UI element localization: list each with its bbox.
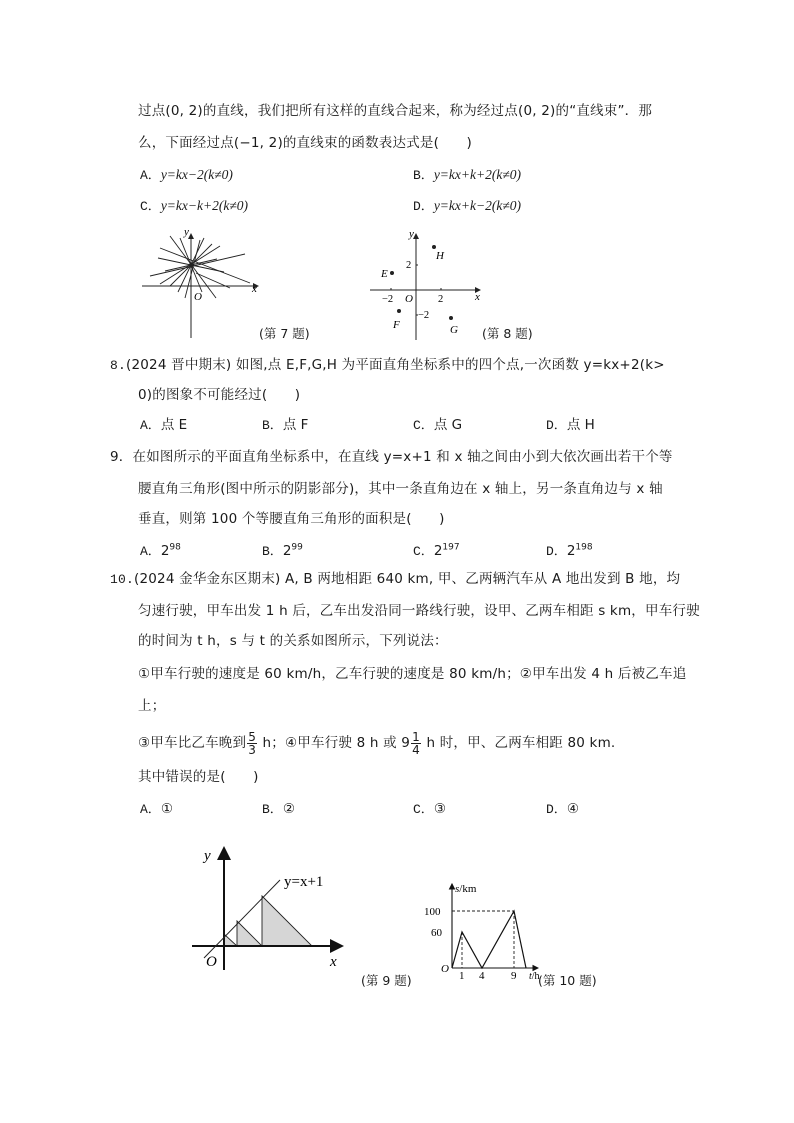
option-label: B． <box>262 544 283 559</box>
option-label: B． <box>262 802 283 817</box>
option-text: ④ <box>566 801 579 817</box>
option-label: C． <box>413 544 434 559</box>
q8-stem-text: (2024 晋中期末) 如图,点 E,F,G,H 为平面直角坐标系中的四个点,一次函数 y=kx+2(k> <box>126 357 665 373</box>
question-number: 8. <box>110 358 127 373</box>
q7-option-d[interactable] <box>413 197 521 216</box>
q10-stem-line1 <box>110 570 680 589</box>
q7-option-a[interactable] <box>140 166 233 185</box>
q8-stem-line2: 0)的图象不可能经过( ) <box>138 387 301 403</box>
option-exponent: 98 <box>169 542 181 553</box>
q8-stem-line1 <box>110 356 665 375</box>
x-axis-label: t/h <box>529 971 540 982</box>
label-e: E <box>381 268 388 280</box>
option-label: D． <box>413 199 434 214</box>
y-axis-label: y <box>204 848 211 864</box>
q9-option-a[interactable] <box>140 542 181 561</box>
q9-stem-line1: 9．在如图所示的平面直角坐标系中，在直线 y=x+1 和 x 轴之间由小到大依次画出若干个等 <box>110 449 673 465</box>
x-axis-label: x <box>475 291 480 303</box>
q7-option-c[interactable] <box>140 197 248 216</box>
fraction-denominator: 4 <box>412 742 420 757</box>
label-g: G <box>450 324 458 336</box>
q8-figure-points <box>368 228 483 340</box>
option-label: A． <box>140 168 161 183</box>
option-text: y=kx−k+2(k≠0) <box>160 198 249 213</box>
y-tick-60: 60 <box>431 927 442 939</box>
q7-option-b[interactable] <box>413 166 521 185</box>
x-axis-label: x <box>330 954 337 970</box>
option-label: D． <box>546 802 567 817</box>
origin-label: O <box>206 954 217 970</box>
option-label: B． <box>262 418 283 433</box>
option-label: B． <box>413 168 434 183</box>
q10-question: 其中错误的是( ) <box>138 769 259 785</box>
tick-x-pos: 2 <box>438 294 444 305</box>
q9-figure-caption: (第 9 题) <box>361 973 412 988</box>
q9-option-b[interactable] <box>262 542 303 561</box>
point-f <box>397 309 401 313</box>
option-text: ② <box>282 801 295 817</box>
point-g <box>449 316 453 320</box>
fraction-5-3 <box>247 731 257 756</box>
line-label: y=x+1 <box>284 874 324 890</box>
q10-option-c[interactable] <box>413 800 446 819</box>
fraction-1-4 <box>411 731 421 756</box>
option-label: A． <box>140 802 161 817</box>
q8-figure-caption: (第 8 题) <box>482 326 533 341</box>
statement-4-text-end: h 时，甲、乙两车相距 80 km. <box>421 735 616 751</box>
q9-stem-line2: 腰直角三角形(图中所示的阴影部分)，其中一条直角边在 x 轴上，另一条直角边与 x 轴 <box>138 481 663 497</box>
y-axis-label: s/km <box>455 883 477 895</box>
question-number: 10. <box>110 572 135 587</box>
fraction-numerator: 1 <box>412 729 420 744</box>
q10-stem-line2: 匀速行驶，甲车出发 1 h 后，乙车出发沿同一路线行驶，设甲、乙两车相距 s km，甲车行驶 <box>138 603 700 619</box>
option-label: D． <box>546 544 567 559</box>
origin-label: O <box>441 963 449 975</box>
label-h: H <box>436 250 444 262</box>
y-axis-label: y <box>409 228 414 240</box>
q10-option-b[interactable] <box>262 800 295 819</box>
q7-stem-line2: 么，下面经过点(−1, 2)的直线束的函数表达式是( ) <box>138 135 472 151</box>
q9-option-c[interactable] <box>413 542 460 561</box>
label-f: F <box>393 319 400 331</box>
q7-figure-line-bundle <box>140 228 265 340</box>
s-t-polyline <box>452 911 526 968</box>
option-text: y=kx+k−2(k≠0) <box>433 198 522 213</box>
option-text: ③ <box>433 801 446 817</box>
q10-stem-line3: 的时间为 t h，s 与 t 的关系如图所示，下列说法： <box>138 633 448 649</box>
x-tick-9: 9 <box>511 970 517 982</box>
q10-figure-caption: (第 10 题) <box>538 973 597 988</box>
origin-label: O <box>194 291 202 303</box>
option-text: 点 F <box>282 417 309 433</box>
x-axis-label: x <box>252 283 257 295</box>
option-label: D． <box>546 418 567 433</box>
origin-label: O <box>405 293 413 305</box>
option-base: 2 <box>160 543 170 559</box>
q10-statement-2-cont: 上； <box>138 698 166 714</box>
q10-figure-st-graph <box>420 880 540 985</box>
tick-y-pos: 2 <box>406 260 412 271</box>
q10-statement-3-4 <box>138 728 615 758</box>
option-label: C． <box>413 802 434 817</box>
statement-3-text: ③甲车比乙车晚到 <box>138 735 247 751</box>
q8-option-b[interactable] <box>262 416 308 435</box>
point-e <box>390 271 394 275</box>
option-label: A． <box>140 544 161 559</box>
x-tick-1: 1 <box>459 970 465 982</box>
option-exponent: 99 <box>291 542 303 553</box>
option-label: A． <box>140 418 161 433</box>
option-base: 2 <box>433 543 443 559</box>
q10-statement-1-2: ①甲车行驶的速度是 60 km/h，乙车行驶的速度是 80 km/h；②甲车出发 4 h 后被乙车追 <box>138 666 687 682</box>
option-label: C． <box>413 418 434 433</box>
x-tick-4: 4 <box>479 970 485 982</box>
q7-figure-caption: (第 7 题) <box>259 326 310 341</box>
option-text: y=kx+k+2(k≠0) <box>433 167 522 182</box>
tick-x-neg: −2 <box>382 294 394 305</box>
option-exponent: 197 <box>442 542 460 553</box>
q9-option-d[interactable] <box>546 542 593 561</box>
option-text: ① <box>160 801 173 817</box>
q10-stem-text: (2024 金华金东区期末) A, B 两地相距 640 km, 甲、乙两辆汽车从 A 地出发到 B 地，均 <box>134 571 681 587</box>
q10-option-d[interactable] <box>546 800 579 819</box>
q9-stem-line3: 垂直，则第 100 个等腰直角三角形的面积是( ) <box>138 511 445 527</box>
option-base: 2 <box>566 543 576 559</box>
fraction-denominator: 3 <box>248 742 257 757</box>
option-text: 点 E <box>160 417 188 433</box>
fraction-numerator: 5 <box>248 729 257 744</box>
y-axis-label: y <box>184 228 189 238</box>
point-h <box>432 245 436 249</box>
q8-option-d[interactable] <box>546 416 595 435</box>
q10-option-a[interactable] <box>140 800 173 819</box>
option-text: 点 H <box>566 417 595 433</box>
q9-figure-triangles <box>188 840 348 975</box>
tick-y-neg: −2 <box>418 310 430 321</box>
statement-4-text: h；④甲车行驶 8 h 或 9 <box>258 735 411 751</box>
q8-option-c[interactable] <box>413 416 462 435</box>
option-label: C． <box>140 199 161 214</box>
y-tick-100: 100 <box>424 906 441 918</box>
option-base: 2 <box>282 543 292 559</box>
option-text: 点 G <box>433 417 463 433</box>
option-exponent: 198 <box>575 542 593 553</box>
option-text: y=kx−2(k≠0) <box>160 167 233 182</box>
q7-stem-line1: 过点(0, 2)的直线，我们把所有这样的直线合起来，称为经过点(0, 2)的“直线束”．那 <box>138 103 653 119</box>
q8-option-a[interactable] <box>140 416 187 435</box>
